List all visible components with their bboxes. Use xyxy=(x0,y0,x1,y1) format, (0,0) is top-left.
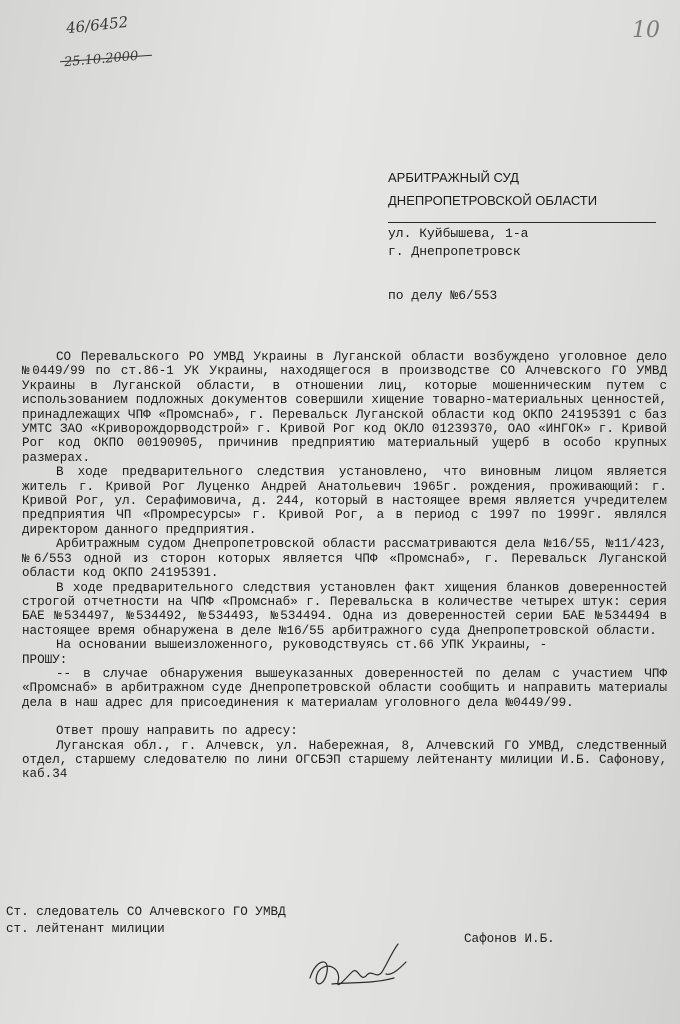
handwritten-page-number: 10 xyxy=(632,18,660,43)
paragraph-reply-intro: Ответ прошу направить по адресу: xyxy=(56,724,298,739)
paragraph-court-cases: Арбитражным судом Днепропетровской области рассматриваются дела №16/55, №11/423, №6/553 одной из сторон которых является ЧПФ «Промснаб», г. Перевальск Луганской области код ОКПО 24195391. xyxy=(22,537,667,581)
paragraph-suspect: В ходе предварительного следствия установлено, что виновным лицом является житель г. Кривой Рог Луценко Андрей Анатольевич 1965г. рождения, проживающий: г. Кривой Рог, ул. Серафимовича, д. 244, который в настоящее время является учредителем предприятия ЧП «Промресурсы» г. Кривой Рог, а в период с 1997 по 1999г. являлся директором данного предприятия. xyxy=(22,465,667,537)
handwritten-registration-number: 46/6452 xyxy=(65,12,130,38)
addressee-city: г. Днепропетровск xyxy=(388,244,521,259)
paragraph-basis: На основании вышеизложенного, руководствуясь ст.66 УПК Украины, - xyxy=(56,638,548,653)
letter-body xyxy=(22,350,667,782)
addressee-court-line2: ДНЕПРОПЕТРОВСКОЙ ОБЛАСТИ xyxy=(388,193,598,208)
signer-position-line1: Ст. следователь СО Алчевского ГО УМВД xyxy=(6,905,286,919)
signer-position-line2: ст. лейтенант милиции xyxy=(6,922,165,936)
handwritten-signature xyxy=(302,938,412,1000)
paragraph-criminal-case: СО Перевальского РО УМВД Украины в Луганской области возбуждено уголовное дело №0449/99 по ст.86-1 УК Украины, находящегося в производстве СО Алчевского ГО УМВД Украины в Луганской области, в отношении лиц, которые мошенническим путем с использованием подложных документов совершили хищение товарно-материальных ценностей, принадлежащих ЧПФ «Промснаб», г. Перевальск Луганской области код ОКПО 24195391 с баз УМТС ЗАО «Криворождорводстрой» г. Кривой Рог код ОКЛО 01239370, ОАО «ИНГОК» г. Кривой Рог код ОКПО 00190905, причинив предприятию материальный ущерб в особо крупных размерах. xyxy=(22,350,667,465)
request-heading: ПРОШУ: xyxy=(22,652,68,667)
paragraph-reply-address: Луганская обл., г. Алчевск, ул. Набережная, 8, Алчевский ГО УМВД, следственный отдел, старшему следователю по лини ОГСБЭП старшему лейтенанту милиции И.Б. Сафонову, каб.34 xyxy=(22,738,667,782)
signer-name: Сафонов И.Б. xyxy=(464,932,555,946)
handwritten-registration-date: 25.10.2000 xyxy=(63,48,139,71)
addressee-street: ул. Куйбышева, 1-а xyxy=(388,226,529,241)
addressee-rule xyxy=(388,222,656,223)
case-reference: по делу №6/553 xyxy=(388,288,498,303)
addressee-court-line1: АРБИТРАЖНЫЙ СУД xyxy=(388,170,519,185)
paragraph-request: -- в случае обнаружения вышеуказанных доверенностей по делам с участием ЧПФ «Промснаб» в арбитражном суде Днепропетровской области сообщить и направить материалы дела в наш адрес для присоединения к материалам уголовного дела №0449/99. xyxy=(22,666,667,710)
paragraph-stolen-forms: В ходе предварительного следствия установлен факт хищения бланков доверенностей строгой отчетности на ЧПФ «Промснаб» г. Перевальска в количестве четырех штук: серия БАЕ №534497, №534492, №534493, №534494. Одна из доверенностей серии БАЕ №534494 в настоящее время обнаружена в деле №16/55 арбитражного суда Днепропетровской области. xyxy=(22,580,667,638)
